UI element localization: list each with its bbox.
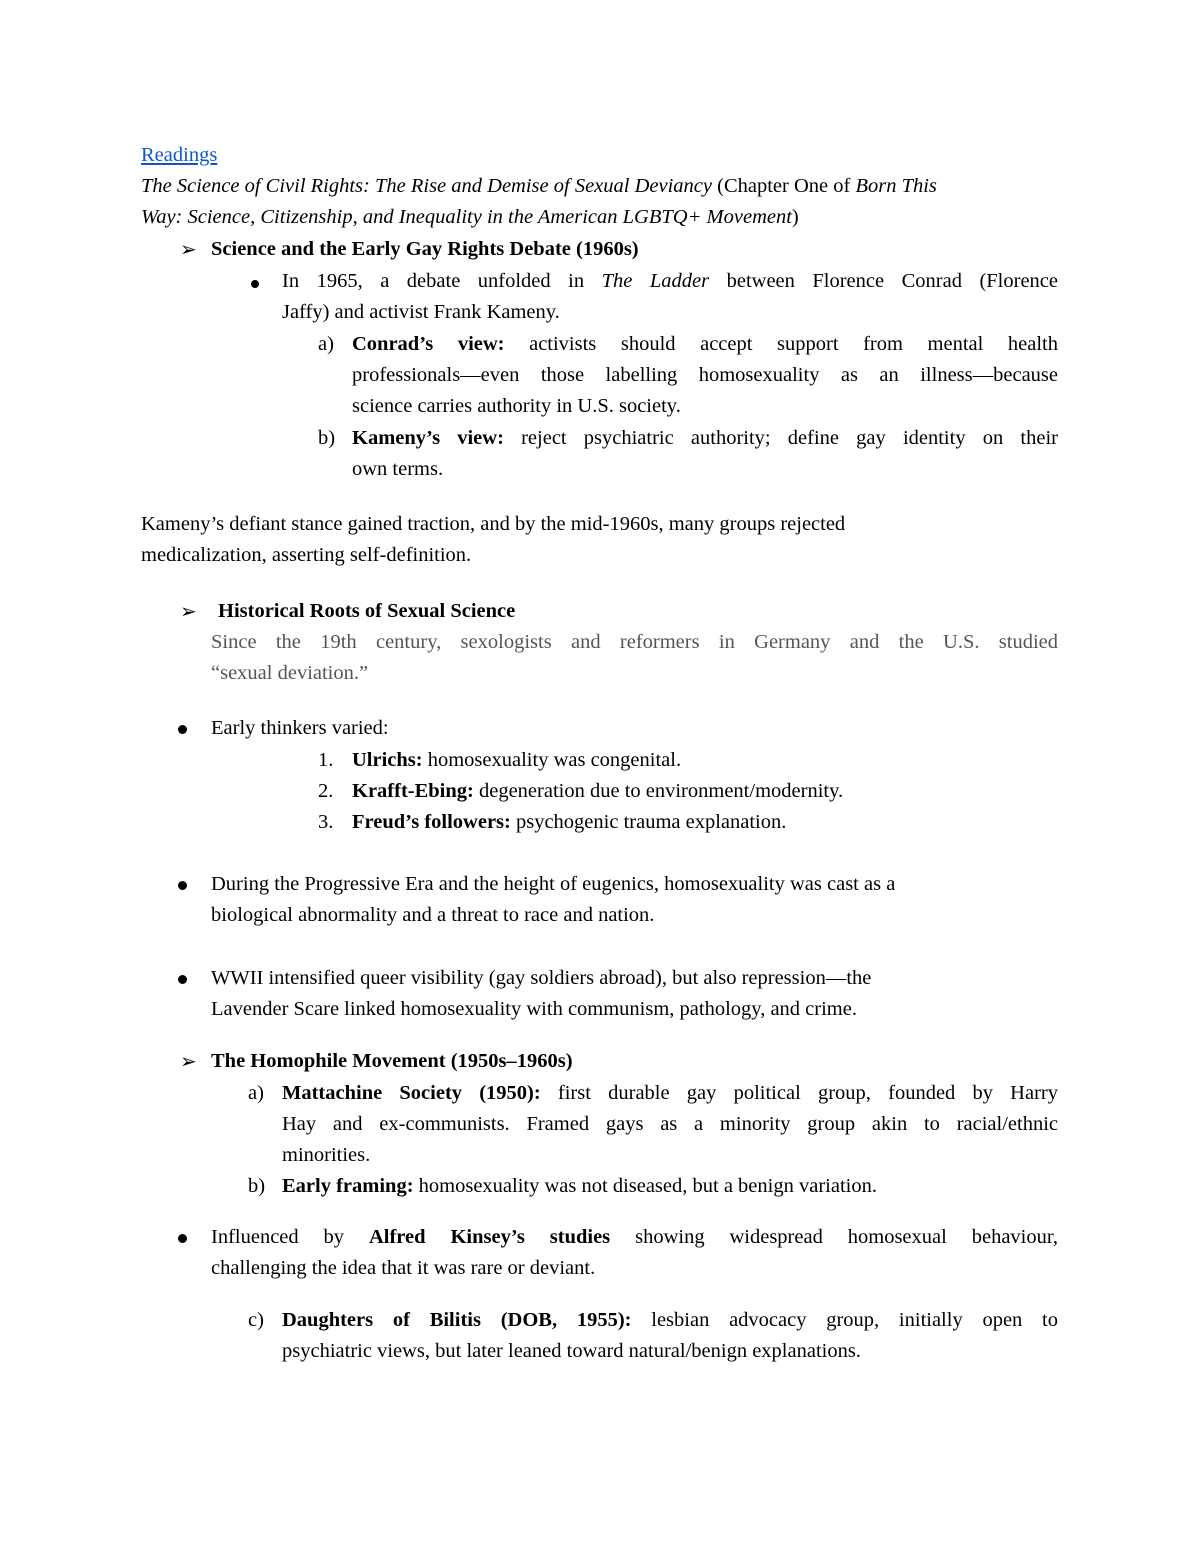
section-heading-historical-roots: Historical Roots of Sexual Science <box>218 600 516 622</box>
mattachine-line-3: minorities. <box>282 1144 371 1166</box>
freud-item <box>352 807 786 838</box>
intro-mid: (Chapter One of <box>712 175 856 197</box>
list-marker: b) <box>318 427 336 449</box>
early-thinkers: Early thinkers varied: <box>211 717 389 739</box>
kinsey-studies: Alfred Kinsey’s studies <box>368 1226 611 1248</box>
grey-text-line-1: Since the 19th century, sexologists and reformers in Germany and the U.S. studied <box>211 631 1058 653</box>
bullet-icon <box>178 869 187 900</box>
text: psychogenic trauma explanation. <box>510 811 787 833</box>
dob-line-2: psychiatric views, but later leaned toward natural/benign explanations. <box>282 1340 861 1362</box>
early-framing-item <box>282 1171 877 1202</box>
section-heading-homophile: The Homophile Movement (1950s–1960s) <box>211 1050 573 1072</box>
freud-label: Freud’s followers: <box>352 811 511 833</box>
list-marker: 2. <box>318 780 334 802</box>
progressive-line-2: biological abnormality and a threat to race and nation. <box>211 904 655 926</box>
early-framing-label: Early framing: <box>282 1175 414 1197</box>
paragraph-line-2: medicalization, asserting self-definition. <box>141 544 472 566</box>
text: homosexuality was not diseased, but a benign variation. <box>413 1175 877 1197</box>
mattachine-line-2: Hay and ex-communists. Framed gays as a minority group akin to racial/ethnic <box>282 1113 1058 1135</box>
text: showing widespread homosexual behaviour, <box>610 1226 1058 1248</box>
kinsey-line-2: challenging the idea that it was rare or deviant. <box>211 1257 596 1279</box>
kameny-view-line-1 <box>352 423 1058 454</box>
ladder-bullet-line-2: Jaffy) and activist Frank Kameny. <box>282 301 560 323</box>
readings-link[interactable]: Readings <box>141 144 218 166</box>
kinsey-line-1 <box>211 1222 1058 1253</box>
dob-label: Daughters of Bilitis (DOB, 1955): <box>282 1309 632 1331</box>
list-marker: c) <box>248 1309 264 1331</box>
list-marker: a) <box>248 1082 264 1104</box>
intro-close: ) <box>791 206 799 228</box>
list-marker: 1. <box>318 749 334 771</box>
text: activists should accept support from mental health <box>504 333 1058 355</box>
ladder-bullet-line-1 <box>282 266 1058 297</box>
conrad-view-line-3: science carries authority in U.S. society. <box>352 395 681 417</box>
kameny-view-label: Kameny’s view: <box>352 427 504 449</box>
the-ladder-title: The Ladder <box>601 270 710 292</box>
arrow-bullet-icon: ➢ <box>180 237 197 261</box>
text: lesbian advocacy group, initially open to <box>631 1309 1058 1331</box>
dob-line-1 <box>282 1305 1058 1336</box>
text: Influenced by <box>211 1226 369 1248</box>
section-heading-early-debate: Science and the Early Gay Rights Debate (1960s) <box>211 238 639 260</box>
mattachine-line-1 <box>282 1078 1058 1109</box>
list-marker: a) <box>318 333 334 355</box>
intro-line-1 <box>141 171 937 202</box>
bullet-icon <box>178 713 187 744</box>
progressive-line-1: During the Progressive Era and the height of eugenics, homosexuality was cast as a <box>211 873 896 895</box>
list-marker: b) <box>248 1175 266 1197</box>
conrad-view-label: Conrad’s view: <box>352 333 505 355</box>
list-marker: 3. <box>318 811 334 833</box>
arrow-bullet-icon: ➢ <box>180 599 197 623</box>
grey-text-line-2: “sexual deviation.” <box>211 662 369 684</box>
krafft-ebing-item <box>352 776 843 807</box>
arrow-bullet-icon: ➢ <box>180 1049 197 1073</box>
intro-line-2 <box>141 202 799 233</box>
conrad-view-line-1 <box>352 329 1058 360</box>
krafft-ebing-label: Krafft-Ebing: <box>352 780 474 802</box>
book-title-start: Born This <box>855 175 937 197</box>
text: degeneration due to environment/modernity. <box>473 780 844 802</box>
text: reject psychiatric authority; define gay identity on their <box>503 427 1058 449</box>
wwii-line-2: Lavender Scare linked homosexuality with communism, pathology, and crime. <box>211 998 857 1020</box>
ulrichs-item <box>352 745 681 776</box>
ulrichs-label: Ulrichs: <box>352 749 423 771</box>
text: In 1965, a debate unfolded in <box>282 270 602 292</box>
kameny-view-line-2: own terms. <box>352 458 444 480</box>
mattachine-label: Mattachine Society (1950): <box>282 1082 541 1104</box>
conrad-view-line-2: professionals—even those labelling homosexuality as an illness—because <box>352 364 1058 386</box>
bullet-icon <box>251 267 259 298</box>
text: homosexuality was congenital. <box>422 749 682 771</box>
paragraph-line-1: Kameny’s defiant stance gained traction, and by the mid-1960s, many groups rejected <box>141 513 846 535</box>
bullet-icon <box>178 963 187 994</box>
text: between Florence Conrad (Florence <box>709 270 1059 292</box>
wwii-line-1: WWII intensified queer visibility (gay soldiers abroad), but also repression—the <box>211 967 872 989</box>
chapter-title: The Science of Civil Rights: The Rise and Demise of Sexual Deviancy <box>141 175 712 197</box>
book-title-end: Way: Science, Citizenship, and Inequality in the American LGBTQ+ Movement <box>141 206 792 228</box>
text: first durable gay political group, founded by Harry <box>540 1082 1058 1104</box>
bullet-icon <box>178 1222 187 1253</box>
